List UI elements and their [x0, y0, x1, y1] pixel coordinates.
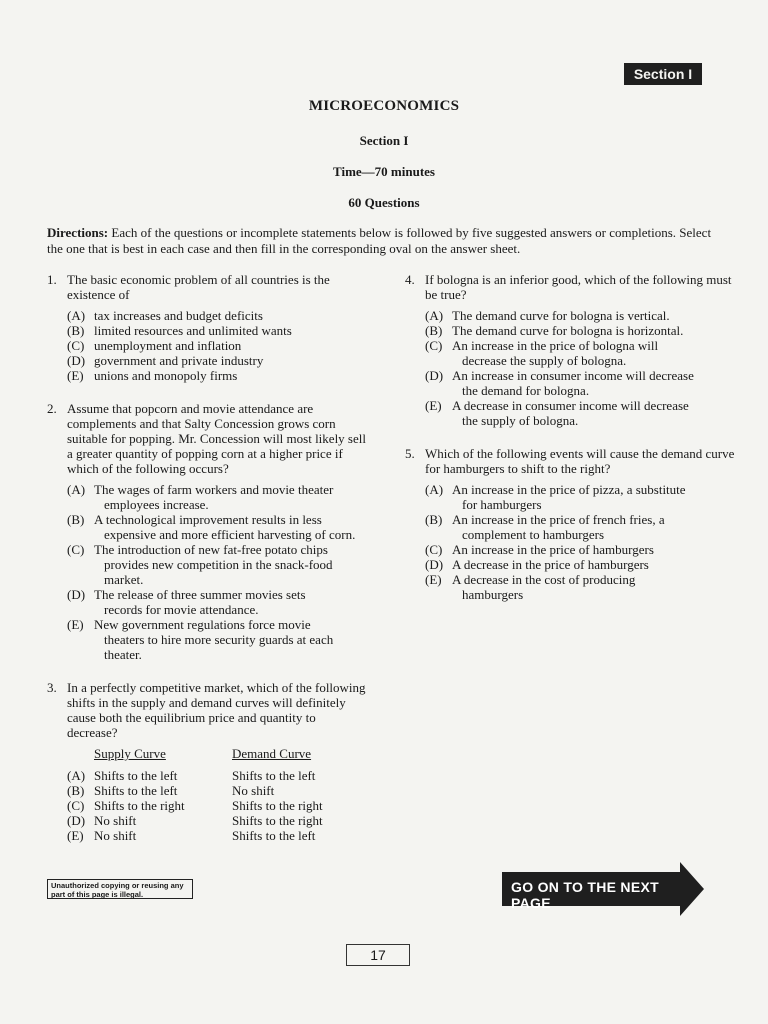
next-page-label: GO ON TO THE NEXT PAGE: [511, 879, 659, 911]
answer-option: [67, 308, 367, 323]
table-row: [67, 783, 367, 798]
table-row: [67, 798, 367, 813]
option-text: A decrease in the price of hamburgers: [452, 557, 649, 572]
option-text-continued: complement to hamburgers: [462, 527, 605, 542]
directions: [47, 225, 717, 256]
option-text-continued: expensive and more efficient harvesting of corn.: [104, 527, 356, 542]
answer-option: [425, 482, 735, 512]
option-letter: (E): [425, 572, 442, 587]
question-4: [405, 272, 735, 428]
option-letter: (D): [425, 557, 444, 572]
answer-option: [67, 482, 367, 512]
option-text-continued: provides new competition in the snack-food market.: [104, 557, 333, 587]
right-column: [405, 272, 735, 614]
option-text: [452, 398, 735, 428]
supply-cell: Shifts to the right: [94, 798, 185, 813]
answer-options: [425, 308, 735, 428]
answer-option: [425, 572, 735, 602]
option-letter: (E): [67, 617, 84, 632]
option-text-continued: the demand for bologna.: [462, 383, 590, 398]
answer-option: [67, 353, 367, 368]
copyright-warning: Unauthorized copying or reusing any part of this page is illegal.: [47, 879, 193, 899]
option-text: An increase in the price of hamburgers: [452, 542, 654, 557]
option-letter: (D): [67, 587, 86, 602]
question-number: 4.: [405, 272, 415, 287]
question-3: [47, 680, 367, 843]
question-number: 3.: [47, 680, 57, 695]
supply-cell: Shifts to the left: [94, 768, 178, 783]
option-text-line: The release of three summer movies sets: [94, 587, 306, 602]
option-text: [452, 482, 735, 512]
question-count-heading: 60 Questions: [348, 195, 420, 210]
answer-option: [67, 512, 367, 542]
option-letter: (A): [67, 482, 86, 497]
page-number: 17: [346, 944, 410, 966]
option-text: tax increases and budget deficits: [94, 308, 263, 323]
next-page-arrow: [502, 862, 704, 916]
demand-cell: No shift: [232, 783, 275, 798]
answer-options: [67, 482, 367, 662]
demand-cell: Shifts to the right: [232, 813, 323, 828]
option-text-continued: hamburgers: [462, 587, 524, 602]
option-letter: (A): [67, 768, 86, 783]
option-text: limited resources and unlimited wants: [94, 323, 292, 338]
table-row: [67, 768, 367, 783]
table-row: [67, 813, 367, 828]
question-5: [405, 446, 735, 602]
demand-cell: Shifts to the right: [232, 798, 323, 813]
answer-option: [67, 617, 367, 662]
option-letter: (B): [425, 323, 443, 338]
answer-options: [425, 482, 735, 602]
option-text-continued: employees increase.: [104, 497, 209, 512]
question-number: 2.: [47, 401, 57, 416]
question-stem: In a perfectly competitive market, which of the following shifts in the supply and demand curves will definitely cause both the equilibrium price and quantity to decrease?: [67, 680, 366, 740]
option-text: [94, 617, 367, 662]
supply-cell: Shifts to the left: [94, 783, 178, 798]
option-text-line: A decrease in the cost of producing: [452, 572, 636, 587]
option-text-line: New government regulations force movie: [94, 617, 311, 632]
option-text-line: An increase in the price of french fries, a: [452, 512, 665, 527]
option-letter: (C): [425, 338, 443, 353]
option-letter: (D): [67, 813, 86, 828]
table-row: [67, 828, 367, 843]
option-text-line: The wages of farm workers and movie theater: [94, 482, 334, 497]
option-letter: (E): [425, 398, 442, 413]
option-text: [94, 587, 367, 617]
answer-option: [425, 368, 735, 398]
option-letter: (B): [67, 783, 85, 798]
answer-option: [425, 512, 735, 542]
option-text: The demand curve for bologna is vertical.: [452, 308, 670, 323]
question-number: 1.: [47, 272, 57, 287]
option-text-line: A technological improvement results in less: [94, 512, 322, 527]
supply-curve-header: Supply Curve: [94, 746, 166, 761]
question-number: 5.: [405, 446, 415, 461]
option-letter: (A): [425, 308, 444, 323]
option-text: [452, 572, 735, 602]
answer-options: [67, 308, 367, 383]
answer-option: [425, 323, 735, 338]
option-letter: (C): [67, 542, 85, 557]
answer-option: [425, 308, 735, 323]
option-text: [452, 512, 735, 542]
option-text-line: An increase in the price of bologna will: [452, 338, 659, 353]
answer-option: [425, 557, 735, 572]
option-letter: (B): [67, 323, 85, 338]
question-stem: The basic economic problem of all countries is the existence of: [67, 272, 330, 302]
answer-option: [425, 398, 735, 428]
option-text-line: An increase in the price of pizza, a substitute: [452, 482, 686, 497]
table-header: [67, 746, 367, 761]
option-letter: (B): [67, 512, 85, 527]
option-text-continued: decrease the supply of bologna.: [462, 353, 627, 368]
question-2: [47, 401, 367, 662]
option-letter: (A): [67, 308, 86, 323]
option-letter: (C): [425, 542, 443, 557]
page-title: MICROECONOMICS: [308, 98, 460, 114]
answer-option: [67, 368, 367, 383]
option-text: The demand curve for bologna is horizontal.: [452, 323, 684, 338]
option-letter: (B): [425, 512, 443, 527]
answer-option: [67, 323, 367, 338]
option-text-continued: the supply of bologna.: [462, 413, 579, 428]
shift-table: [67, 746, 367, 843]
option-text: [94, 482, 367, 512]
option-letter: (E): [67, 828, 84, 843]
option-text: [452, 368, 735, 398]
option-letter: (E): [67, 368, 84, 383]
directions-label: Directions:: [47, 225, 109, 240]
option-letter: (D): [67, 353, 86, 368]
demand-cell: Shifts to the left: [232, 828, 316, 843]
option-letter: (D): [425, 368, 444, 383]
answer-option: [67, 542, 367, 587]
option-text-line: A decrease in consumer income will decrease: [452, 398, 689, 413]
supply-cell: No shift: [94, 813, 137, 828]
question-stem: If bologna is an inferior good, which of the following must be true?: [425, 272, 732, 302]
section-heading: Section I: [359, 133, 409, 148]
option-text: [94, 512, 367, 542]
option-text: [94, 542, 367, 587]
option-text-continued: records for movie attendance.: [104, 602, 259, 617]
answer-option: [425, 338, 735, 368]
option-text: [452, 338, 735, 368]
option-text-line: An increase in consumer income will decrease: [452, 368, 694, 383]
section-tag: Section I: [624, 63, 702, 85]
demand-curve-header: Demand Curve: [232, 746, 312, 761]
option-text: unions and monopoly firms: [94, 368, 238, 383]
option-text-line: The introduction of new fat-free potato chips: [94, 542, 328, 557]
left-column: [47, 272, 367, 855]
option-letter: (C): [67, 798, 85, 813]
question-stem: Which of the following events will cause the demand curve for hamburgers to shift to the right?: [425, 446, 735, 476]
option-text: unemployment and inflation: [94, 338, 242, 353]
option-text-continued: for hamburgers: [462, 497, 542, 512]
question-stem: Assume that popcorn and movie attendance are complements and that Salty Concession grows corn suitable for popping. Mr. Concession will most likely sell a greater quantity of popping corn at a higher price if which of the following occurs?: [67, 401, 366, 476]
option-letter: (C): [67, 338, 85, 353]
demand-cell: Shifts to the left: [232, 768, 316, 783]
question-1: [47, 272, 367, 383]
answer-option: [67, 587, 367, 617]
option-letter: (A): [425, 482, 444, 497]
option-text-continued: theaters to hire more security guards at each theater.: [104, 632, 334, 662]
time-heading: Time—70 minutes: [333, 164, 435, 179]
answer-option: [425, 542, 735, 557]
option-text: government and private industry: [94, 353, 264, 368]
directions-text: Each of the questions or incomplete statements below is followed by five suggested answers or completions. Select the one that is best in each case and then fill in the corresponding oval on the answer sheet.: [47, 225, 712, 256]
supply-cell: No shift: [94, 828, 137, 843]
answer-option: [67, 338, 367, 353]
